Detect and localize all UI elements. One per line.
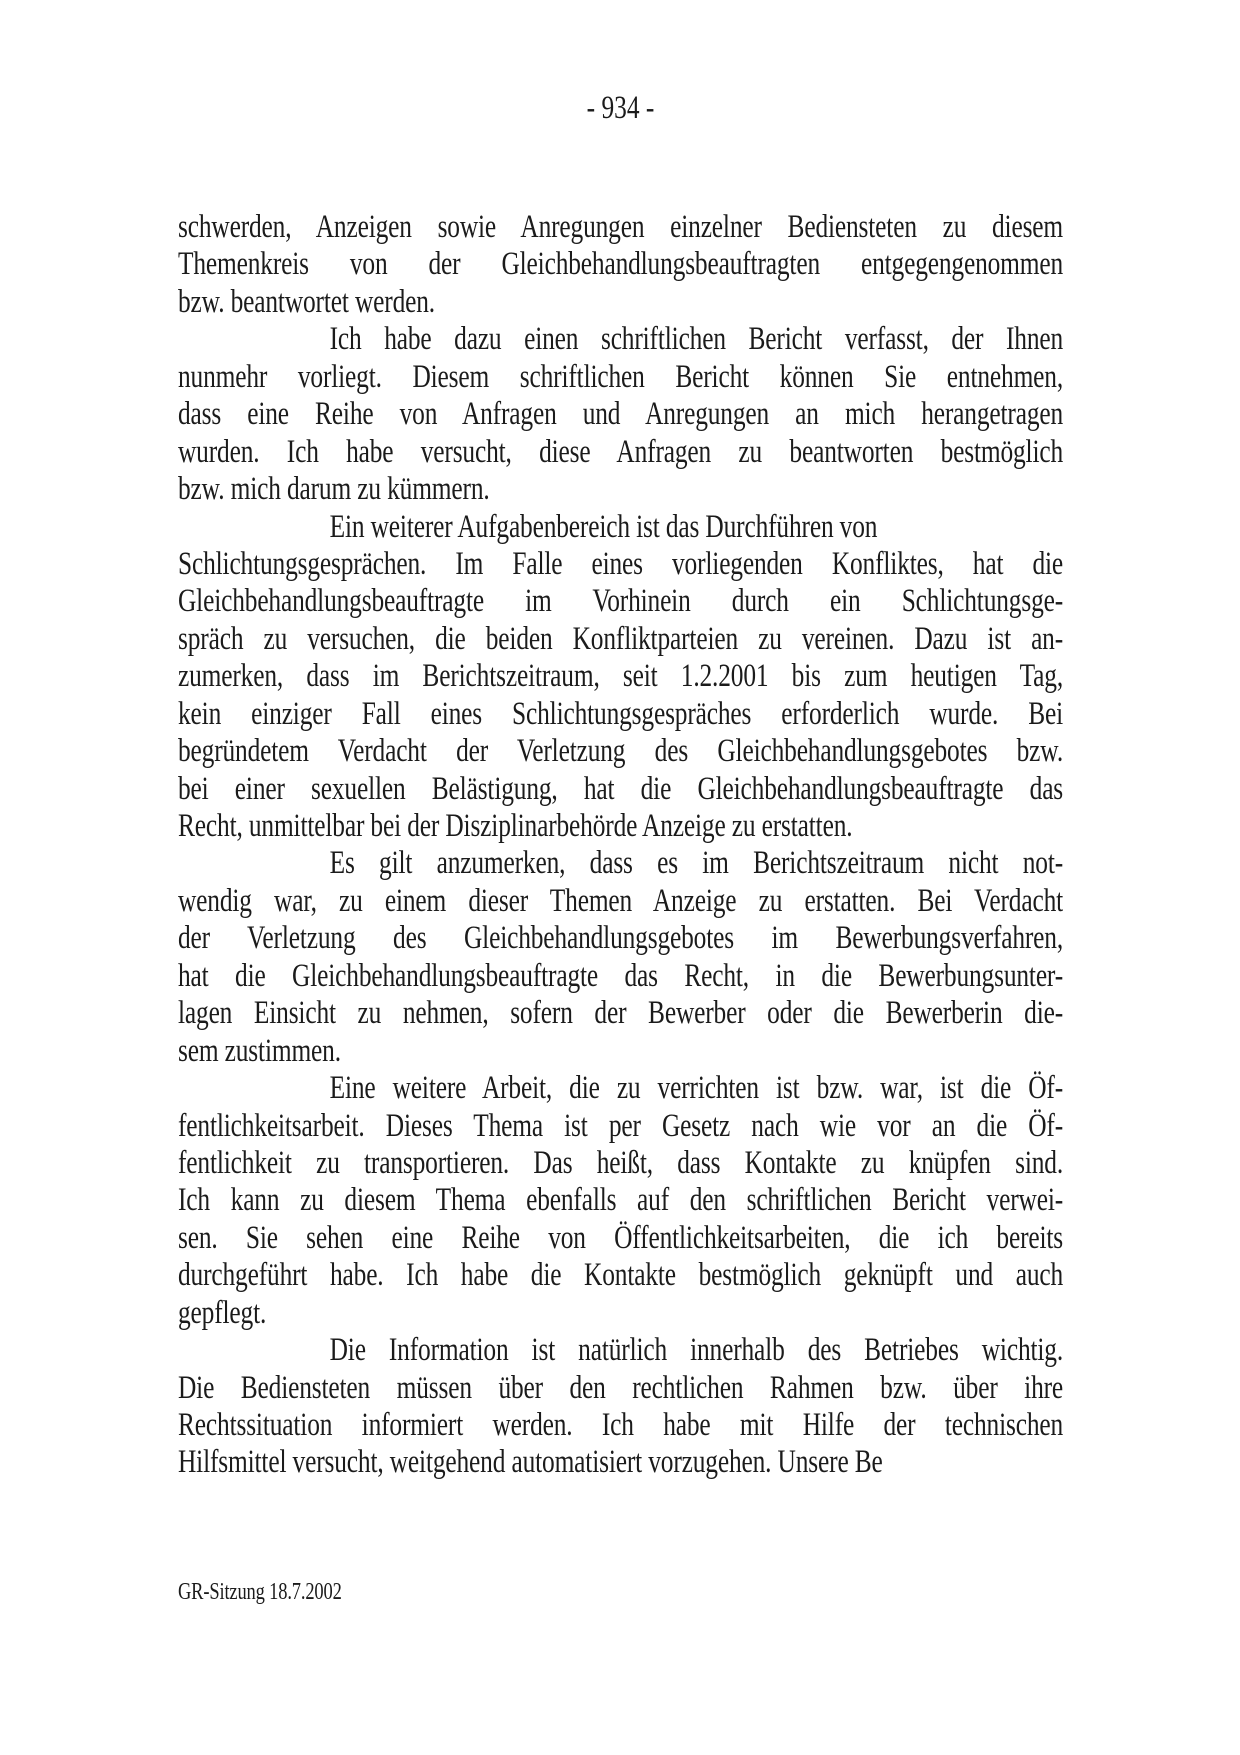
text-line: Recht, unmittelbar bei der Disziplinarbehörde Anzeige zu erstatten. [178, 808, 853, 844]
text-line: sen. Sie sehen eine Reihe von Öffentlichkeitsarbeiten, die ich bereits [178, 1219, 1064, 1256]
text-line: der Verletzung des Gleichbehandlungsgebotes im Bewerbungsverfahren, [178, 920, 1064, 957]
text-line: Ich kann zu diesem Thema ebenfalls auf den schriftlichen Bericht verwei- [178, 1182, 1064, 1219]
text-line: Es gilt anzumerken, dass es im Berichtszeitraum nicht not- [329, 845, 1064, 882]
text-line: Rechtssituation informiert werden. Ich habe mit Hilfe der technischen [178, 1407, 1064, 1443]
text-line: Die Information ist natürlich innerhalb des Betriebes wichtig. [329, 1332, 1064, 1369]
text-line: nunmehr vorliegt. Diesem schriftlichen Bericht können Sie entnehmen, [178, 358, 1064, 395]
text-line: Gleichbehandlungsbeauftragte im Vorhinein durch ein Schlichtungsge- [178, 583, 1064, 620]
text-line: Ich habe dazu einen schriftlichen Bericht verfasst, der Ihnen [329, 321, 1064, 358]
text-line: sem zustimmen. [178, 1032, 341, 1069]
text-line: schwerden, Anzeigen sowie Anregungen einzelner Bediensteten zu diesem [178, 209, 1064, 245]
text-line: lagen Einsicht zu nehmen, sofern der Bewerber oder die Bewerberin die- [178, 995, 1064, 1032]
text-line: Themenkreis von der Gleichbehandlungsbeauftragten entgegengenommen [178, 246, 1064, 283]
text-line: gepflegt. [178, 1294, 267, 1331]
text-column [178, 0, 1063, 1755]
text-line: wendig war, zu einem dieser Themen Anzeige zu erstatten. Bei Verdacht [178, 882, 1064, 919]
text-line: Eine weitere Arbeit, die zu verrichten ist bzw. war, ist die Öf- [329, 1070, 1064, 1107]
text-line: wurden. Ich habe versucht, diese Anfragen zu beantworten bestmöglich [178, 433, 1064, 470]
body-text [178, 209, 1063, 1482]
text-line: Ein weiterer Aufgabenbereich ist das Durchführen von [329, 508, 878, 545]
text-line: begründetem Verdacht der Verletzung des Gleichbehandlungsgebotes bzw. [178, 733, 1064, 770]
text-line: bei einer sexuellen Belästigung, hat die Gleichbehandlungsbeauftragte das [178, 770, 1064, 807]
text-line: bzw. beantwortet werden. [178, 283, 435, 320]
text-line: bzw. mich darum zu kümmern. [178, 471, 490, 508]
text-line: Die Bediensteten müssen über den rechtlichen Rahmen bzw. über ihre [178, 1369, 1064, 1406]
text-line: dass eine Reihe von Anfragen und Anregungen an mich herangetragen [178, 396, 1064, 433]
text-line: Hilfsmittel versucht, weitgehend automatisiert vorzugehen. Unsere Be [178, 1444, 883, 1481]
text-line: spräch zu versuchen, die beiden Konfliktparteien zu vereinen. Dazu ist an- [178, 620, 1064, 657]
text-line: Schlichtungsgesprächen. Im Falle eines vorliegenden Konfliktes, hat die [178, 545, 1064, 582]
page-number: - 934 - [586, 90, 655, 126]
text-line: zumerken, dass im Berichtszeitraum, seit 1.2.2001 bis zum heutigen Tag, [178, 658, 1064, 695]
text-line: fentlichkeit zu transportieren. Das heißt, dass Kontakte zu knüpfen sind. [178, 1144, 1064, 1181]
footer-note: GR-Sitzung 18.7.2002 [178, 1579, 342, 1605]
text-line: kein einziger Fall eines Schlichtungsgespräches erforderlich wurde. Bei [178, 695, 1064, 732]
text-line: hat die Gleichbehandlungsbeauftragte das Recht, in die Bewerbungsunter- [178, 957, 1064, 994]
text-line: fentlichkeitsarbeit. Dieses Thema ist per Gesetz nach wie vor an die Öf- [178, 1107, 1064, 1144]
text-line: durchgeführt habe. Ich habe die Kontakte bestmöglich geknüpft und auch [178, 1257, 1064, 1294]
